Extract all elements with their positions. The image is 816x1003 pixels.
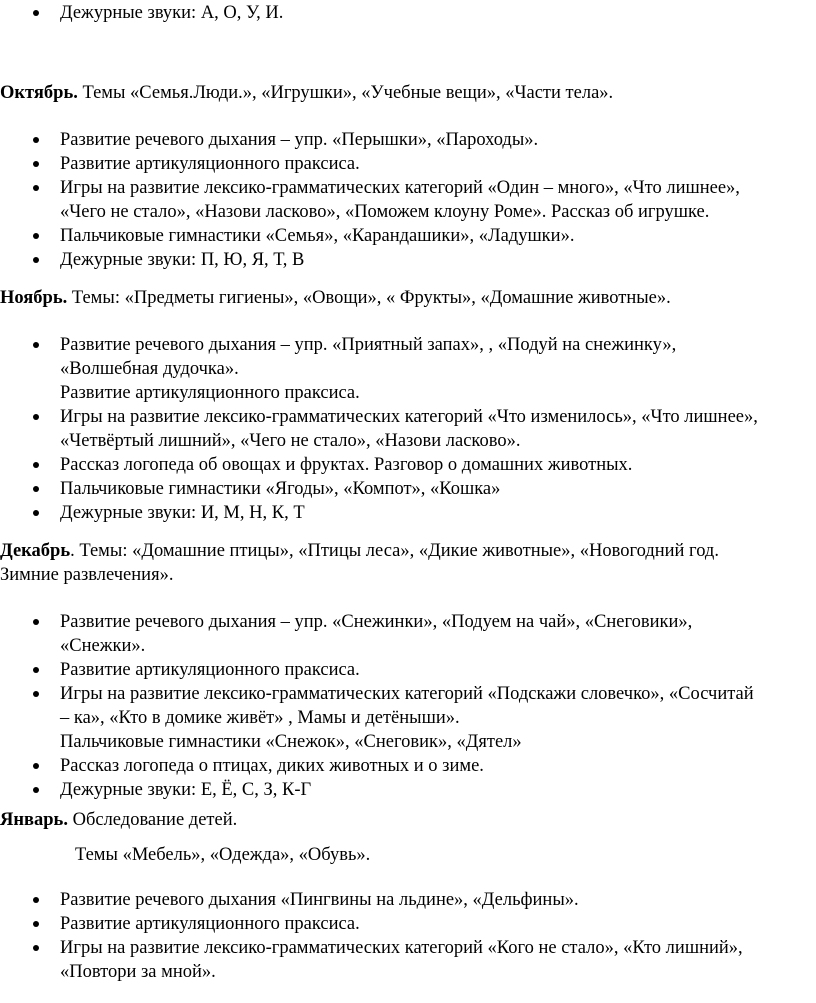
intro-duty-sounds: Дежурные звуки: А, О, У, И. xyxy=(60,3,284,23)
bullet-icon xyxy=(33,257,39,263)
october-item-3: Игры на развитие лексико-грамматических категорий «Один – много», «Что лишнее», xyxy=(60,178,740,198)
january-themes: Темы «Мебель», «Одежда», «Обувь». xyxy=(75,845,371,865)
january-item-3-cont: «Повтори за мной». xyxy=(60,962,216,982)
october-month: Октябрь. xyxy=(0,83,78,103)
november-heading xyxy=(0,286,671,310)
december-item-2: Развитие артикуляционного праксиса. xyxy=(60,660,360,680)
january-exam: Обследование детей. xyxy=(67,810,238,830)
january-item-2: Развитие артикуляционного праксиса. xyxy=(60,914,360,934)
bullet-icon xyxy=(33,619,39,625)
november-item-2-cont: «Четвёртый лишний», «Чего не стало», «Назови ласково». xyxy=(60,431,521,451)
bullet-icon xyxy=(33,763,39,769)
november-item-5: Дежурные звуки: И, М, Н, К, Т xyxy=(60,503,305,523)
december-item-1-cont: «Снежки». xyxy=(60,636,146,656)
november-item-1: Развитие речевого дыхания – упр. «Приятный запах», , «Подуй на снежинку», xyxy=(60,335,677,355)
bullet-icon xyxy=(33,787,39,793)
bullet-icon xyxy=(33,510,39,516)
november-item-2: Игры на развитие лексико-грамматических категорий «Что изменилось», «Что лишнее», xyxy=(60,407,758,427)
december-item-3: Игры на развитие лексико-грамматических категорий «Подскажи словечко», «Сосчитай xyxy=(60,684,754,704)
december-item-4: Рассказ логопеда о птицах, диких животных и о зиме. xyxy=(60,756,484,776)
january-heading xyxy=(0,808,237,832)
december-item-5: Дежурные звуки: Е, Ё, С, З, К-Г xyxy=(60,780,312,800)
bullet-icon xyxy=(33,897,39,903)
bullet-icon xyxy=(33,185,39,191)
december-themes-1: . Темы: «Домашние птицы», «Птицы леса», «Дикие животные», «Новогодний год. xyxy=(70,541,719,561)
bullet-icon xyxy=(33,233,39,239)
bullet-icon xyxy=(33,921,39,927)
bullet-icon xyxy=(33,486,39,492)
bullet-icon xyxy=(33,945,39,951)
bullet-icon xyxy=(33,414,39,420)
december-item-1: Развитие речевого дыхания – упр. «Снежинки», «Подуем на чай», «Снеговики», xyxy=(60,612,693,632)
december-themes-2: Зимние развлечения». xyxy=(0,565,174,585)
november-item-1b: Развитие артикуляционного праксиса. xyxy=(60,383,360,403)
bullet-icon xyxy=(33,667,39,673)
november-month: Ноябрь. xyxy=(0,288,68,308)
december-heading xyxy=(0,539,719,563)
october-item-5: Дежурные звуки: П, Ю, Я, Т, В xyxy=(60,250,305,270)
october-item-1: Развитие речевого дыхания – упр. «Перышки», «Пароходы». xyxy=(60,130,539,150)
bullet-icon xyxy=(33,342,39,348)
november-item-3: Рассказ логопеда об овощах и фруктах. Разговор о домашних животных. xyxy=(60,455,633,475)
january-month: Январь. xyxy=(0,810,68,830)
december-item-3-cont: – ка», «Кто в домике живёт» , Мамы и детёныши». xyxy=(60,708,460,728)
bullet-icon xyxy=(33,161,39,167)
january-item-3: Игры на развитие лексико-грамматических категорий «Кого не стало», «Кто лишний», xyxy=(60,938,743,958)
october-item-2: Развитие артикуляционного праксиса. xyxy=(60,154,360,174)
bullet-icon xyxy=(33,691,39,697)
january-item-1: Развитие речевого дыхания «Пингвины на льдине», «Дельфины». xyxy=(60,890,579,910)
bullet-icon xyxy=(33,10,39,16)
bullet-icon xyxy=(33,137,39,143)
october-heading xyxy=(0,81,613,105)
october-themes: Темы «Семья.Люди.», «Игрушки», «Учебные вещи», «Части тела». xyxy=(77,83,614,103)
october-item-4: Пальчиковые гимнастики «Семья», «Карандашики», «Ладушки». xyxy=(60,226,575,246)
november-item-4: Пальчиковые гимнастики «Ягоды», «Компот», «Кошка» xyxy=(60,479,501,499)
november-item-1-cont: «Волшебная дудочка». xyxy=(60,359,239,379)
october-item-3-cont: «Чего не стало», «Назови ласково», «Поможем клоуну Роме». Рассказ об игрушке. xyxy=(60,202,710,222)
december-month: Декабрь xyxy=(0,541,71,561)
november-themes: Темы: «Предметы гигиены», «Овощи», « Фрукты», «Домашние животные». xyxy=(67,288,671,308)
bullet-icon xyxy=(33,462,39,468)
december-item-3b: Пальчиковые гимнастики «Снежок», «Снеговик», «Дятел» xyxy=(60,732,522,752)
